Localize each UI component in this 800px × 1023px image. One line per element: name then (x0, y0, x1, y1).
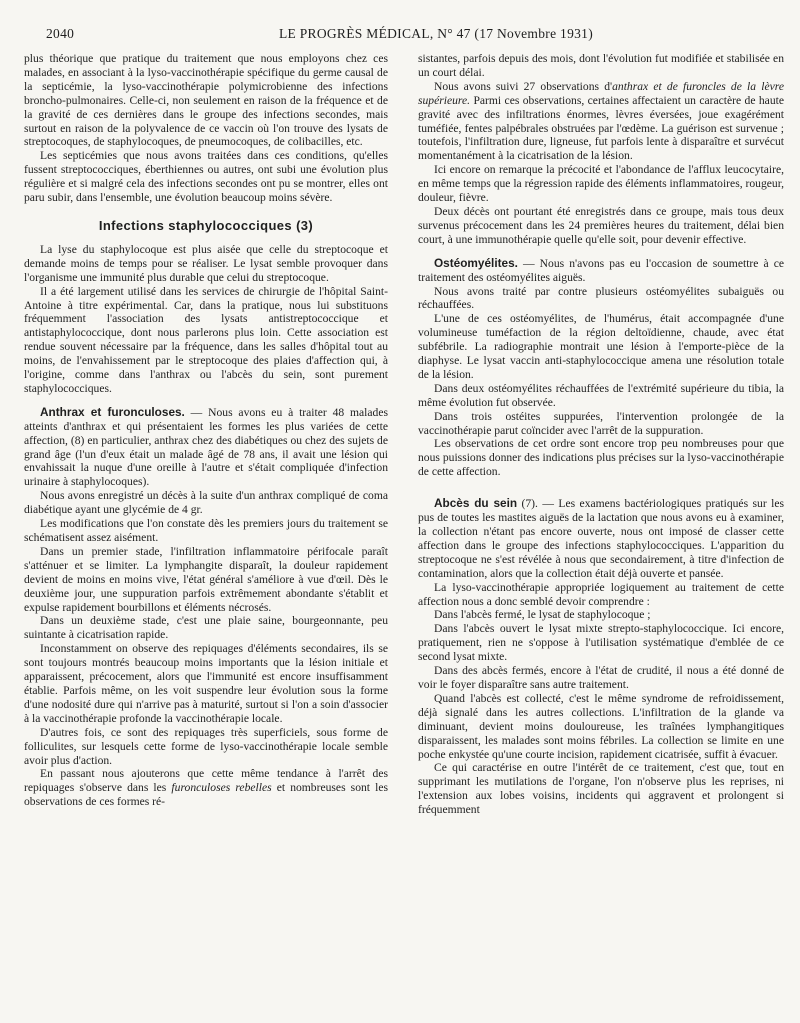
subsection-lead: Anthrax et furonculoses. (40, 404, 185, 419)
subsection-text: — Nous avons eu à traiter 48 malades atteints d'anthrax et qui présentaient les formes les plus variées de cette affection, (8) en particulier, anthrax chez des diabétiques ou chez des sujets de grand âge (l'un d'eux était un malade âgé de 78 ans, il avait une lésion qui envahissait la nuque d'une oreille à l'autre et s'était compliquée d'infection urinaire à staphylocoques). (24, 405, 388, 489)
text-run: Nous avons suivi 27 observations d' (434, 79, 613, 93)
text-run: En passant nous ajouterons que cette même tendance à l'arrêt des repiquages s'observe dans les (24, 767, 388, 795)
paragraph: Dans un deuxième stade, c'est une plaie saine, bourgeonnante, peu suintante à cicatrisation rapide. (24, 614, 388, 642)
italic-run: furonculoses rebelles (171, 781, 272, 795)
section-heading-ref: (3) (296, 217, 314, 233)
subsection-paragraph (418, 497, 784, 580)
paragraph: Inconstamment on observe des repiquages d'éléments secondaires, ils se sont toujours montrés beaucoup moins importants que la lésion initiale et apparaissent, précocement, alors que l'immunité est encore insuffisamment établie. Parfois même, on les voit suspendre leur évolution sous la forme d'une nodosité dure qui n'arrive pas à maturité, surtout si l'on a soin d'associer à la vaccinothérapie profonde la vaccinothérapie locale. (24, 642, 388, 725)
subsection-lead: Abcès du sein (434, 496, 518, 511)
subsection-lead: Ostéomyélites. (434, 255, 518, 270)
paragraph: Quand l'abcès est collecté, c'est le même syndrome de refroidissement, déjà signalé dans les autres collections. L'infiltration de la glande va diminuant, devient moins douloureuse, les traînées lymphangitiques disparaissent, les malades sont moins fébriles. La collection se limite en une poche enkystée qu'une courte incision, rapidement cicatrisée, suffit à évacuer. (418, 691, 784, 761)
paragraph: Nous avons traité par contre plusieurs ostéomyélites subaiguës ou réchauffées. (418, 284, 784, 312)
italic-run: anthrax et de furoncles de la lèvre supérieure. (418, 79, 785, 107)
paragraph (418, 80, 784, 163)
text-run: et nombreuses sont les observations de ces formes ré- (24, 781, 388, 809)
subsection-text: — Nous n'avons pas eu l'occasion de soumettre à ce traitement des ostéomyélites aiguës. (418, 256, 784, 284)
paragraph: L'une de ces ostéomyélites, de l'humérus, était accompagnée d'une volumineuse tuméfaction de la région deltoïdienne, chaude, avec état subfébrile. La radiographie montrait une lésion à l'emporte-pièce de la diaphyse. Le lysat vaccin anti-staphylococcique amena une résolution totale de la lésion. (418, 312, 784, 381)
subsection-text: (7). — Les examens bactériologiques pratiqués sur les pus de toutes les mastites aiguës de la lactation que nous avons eu à examiner, la collection n'étant pas encore ouverte, nous ont imposé de classer cette affection dans le groupe des infections staphylococciques. L'apparition du streptocoque ne s'est révélée à nous que secondairement, à titre d'infection de contamination, alors que la collection était déjà ouverte et pansée. (418, 497, 785, 580)
paragraph: Ici encore on remarque la précocité et l'abondance de l'afflux leucocytaire, en même temps que la régression rapide des éléments inflammatoires, rougeur, douleur, fièvre. (418, 163, 784, 205)
paragraph: Dans des abcès fermés, encore à l'état de crudité, il nous a été donné de voir le foyer disparaître sans autre traitement. (418, 664, 784, 691)
subsection-paragraph (24, 406, 388, 489)
paragraph: Il a été largement utilisé dans les services de chirurgie de l'hôpital Saint-Antoine à titre expérimental. Car, dans la pratique, nous lui substituons fréquemment l'association des lysats antistreptococcique et antistaphylococcique, dont nous parlerons plus loin. Cette association est rendue souvent nécessaire par la fréquence, dans les salles d'hôpital tout au moins, de l'envahissement par le streptocoque des plaies d'affection qui, à l'origine, comme dans l'anthrax ou l'abcès du sein, sont purement staphylococciques. (24, 284, 388, 395)
subsection-paragraph (418, 257, 784, 285)
paragraph: plus théorique que pratique du traitement que nous employons chez ces malades, en associant à la lyso-vaccinothérapie spécifique du germe causal de la septicémie, la lyso-vaccinothérapie polymicrobienne des infections broncho-pulmonaires. Celle-ci, non seulement en raison de la fréquence et de la gravité de ces dernières dans le groupe des infections secondes, mais surtout en raison de la polyvalence de ce vaccin où l'on trouve des lysats de streptocoques, de staphylocoques, de pneumocoques, de colibacilles, etc. (24, 52, 388, 149)
paragraph: Dans l'abcès fermé, le lysat de staphylocoque ; (434, 608, 651, 622)
left-column (24, 52, 388, 809)
paragraph: Ce qui caractérise en outre l'intérêt de ce traitement, c'est que, tout en supprimant les mutilations de l'organe, l'on n'observe plus les reprises, ni l'extension aux lobes voisins, incidents qui aggravent et prolongent si fréquemment (418, 761, 784, 817)
paragraph: Dans deux ostéomyélites réchauffées de l'extrémité supérieure du tibia, la même évolution fut observée. (418, 381, 784, 409)
text-run: Parmi ces observations, certaines affectaient un caractère de haute gravité avec des infiltrations énormes, lèvres éversées, joue exagérément tuméfiée, fentes palpébrales obstruées par l'œdème. La guérison est survenue ; toutefois, l'infiltration dure, ligneuse, fut parfois lente à disparaître et survécut momentanément à la cicatrisation de la lésion. (418, 93, 784, 163)
paragraph: Nous avons enregistré un décès à la suite d'un anthrax compliqué de coma diabétique ayant une glycémie de 4 gr. (24, 489, 388, 517)
paragraph: Les modifications que l'on constate dès les premiers jours du traitement se schématisent assez aisément. (24, 517, 388, 544)
paragraph: D'autres fois, ce sont des repiquages très superficiels, sous forme de folliculites, sur lesquels cette forme de lyso-vaccinothérapie locale semble avoir plus d'action. (24, 725, 388, 767)
section-heading (24, 219, 388, 233)
paragraph: Dans l'abcès ouvert le lysat mixte strepto-staphylococcique. Ici encore, pratiquement, rien ne s'oppose à l'utilisation systématique d'emblée de ce second lysat mixte. (418, 622, 784, 664)
paragraph: Les observations de cet ordre sont encore trop peu nombreuses pour que nous puissions donner des indications plus précises sur la lyso-vaccinothérapie de cette affection. (418, 437, 784, 479)
paragraph (24, 767, 388, 809)
paragraph: La lyso-vaccinothérapie appropriée logiquement au traitement de cette affection nous a donc semblé devoir comprendre : (418, 580, 784, 608)
paragraph: Les septicémies que nous avons traitées dans ces conditions, qu'elles fussent streptococciques, éberthiennes ou autres, ont subi une évolution plus régulière et si malgré cela des infections secondes ont pu se montrer, elles ont paru subir, dans l'ensemble, une évolution beaucoup moins sévère. (24, 149, 388, 205)
paragraph: Dans trois ostéites suppurées, l'intervention prolongée de la vaccinothérapie parut coïncider avec l'arrêt de la suppuration. (418, 409, 784, 437)
paragraph: La lyse du staphylocoque est plus aisée que celle du streptocoque et demande moins de temps pour se réaliser. Le lysat semble provoquer dans l'organisme une immunité plus durable que celui du streptocoque. (24, 242, 388, 284)
paragraph: Deux décès ont pourtant été enregistrés dans ce groupe, mais tous deux survenus précocement dans les 24 premières heures du traitement, délai bien court, à une immunothérapie quelle qu'elle soit, pour devenir effective. (418, 204, 784, 246)
paragraph: Dans un premier stade, l'infiltration inflammatoire périfocale paraît s'atténuer et se limiter. La lymphangite disparaît, la douleur rapidement devient de moins en moins vive, l'état général s'améliore à vue d'œil. Dès le deuxième jour, une suppuration parfois extrêmement abondante s'établit et expulse rapidement bourbillons et éléments nécrosés. (24, 544, 388, 614)
right-column (418, 52, 784, 817)
section-heading-text: Infections staphylococciques (98, 217, 293, 233)
paragraph: sistantes, parfois depuis des mois, dont l'évolution fut modifiée et stabilisée en un court délai. (418, 52, 784, 79)
running-title: LE PROGRÈS MÉDICAL, N° 47 (17 Novembre 1931) (278, 26, 594, 41)
page-number: 2040 (46, 26, 75, 41)
